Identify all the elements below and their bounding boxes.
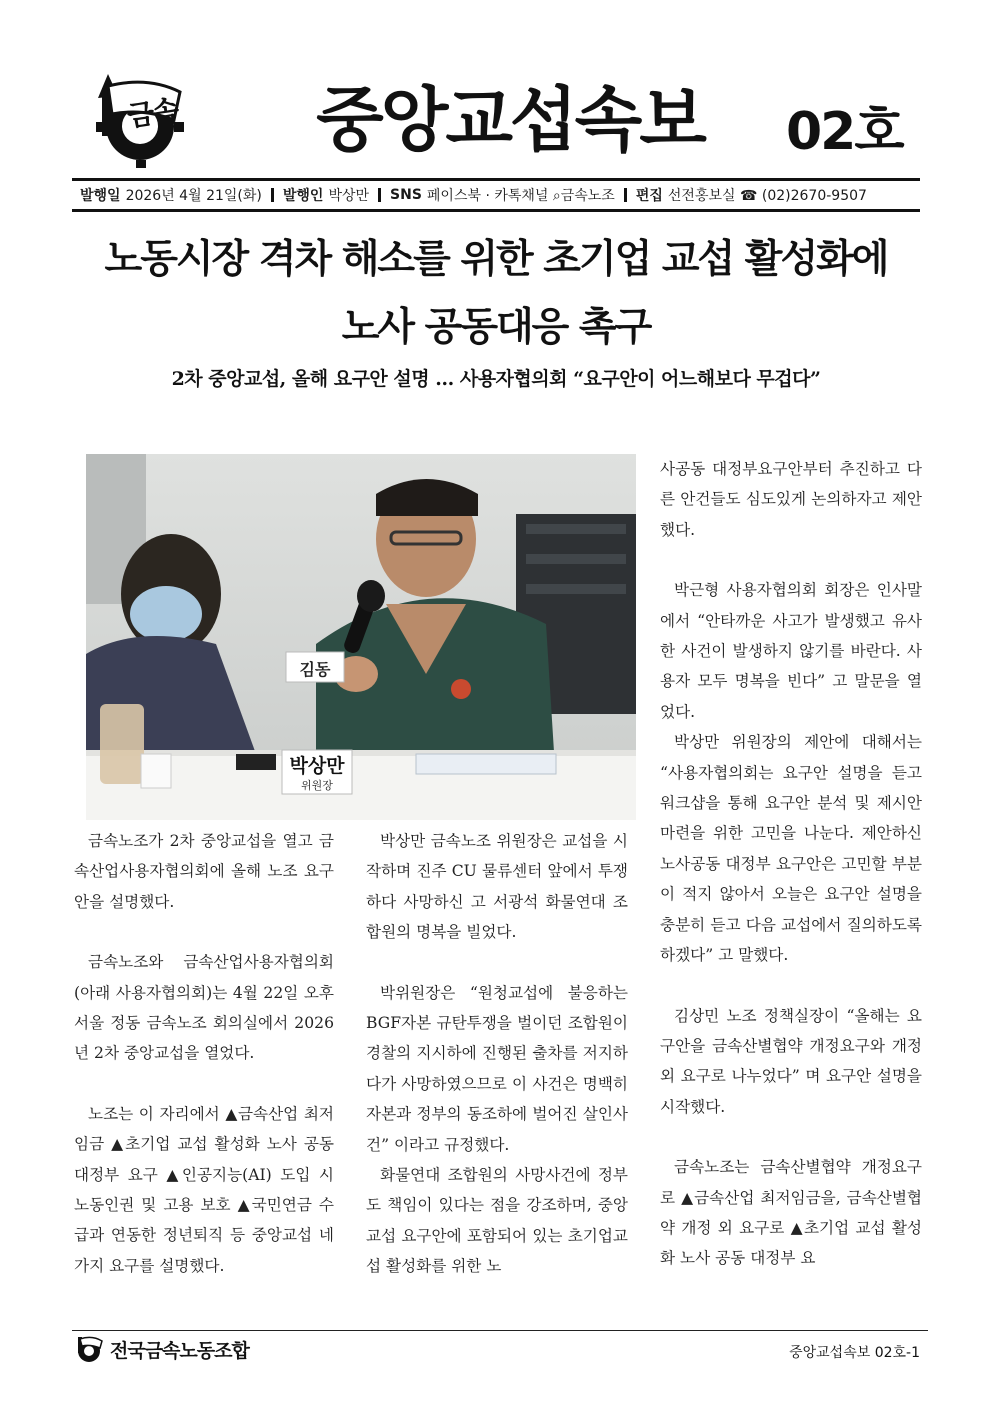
publication-info-bar (72, 178, 920, 212)
divider (378, 188, 381, 202)
editor-label: 편집 (635, 188, 663, 204)
paragraph: 사공동 대정부요구안부터 추진하고 다른 안건들도 심도있게 논의하자고 제안했다. (660, 460, 922, 539)
paragraph: 박상만 위원장의 제안에 대해서는 “사용자협의회는 요구안 설명을 듣고 워크샵을 통해 요구안 분석 및 제시안 마련을 위한 고민을 나눈다. 제안하신 노사공동 대정부 요구안은 고민할 부분이 적지 않아서 오늘은 요구안 설명을 충분히 듣고 다음 교섭에서 질의하도록 하겠다” 고 말했다. (660, 733, 922, 965)
footer-organization: 전국금속노동조합 (110, 1340, 249, 1362)
issue-number: 02호 (786, 102, 903, 162)
paragraph: 금속노조는 금속산별협약 개정요구로 ▲금속산업 최저임금을, 금속산별협약 개정 외 요구로 ▲초기업 교섭 활성화 노사 공동 대정부 요 (660, 1158, 922, 1268)
date-label: 발행일 (80, 188, 121, 204)
footer-logo-icon (74, 1334, 104, 1364)
publisher-label: 발행인 (282, 188, 324, 204)
subheadline: 2차 중앙교섭, 올해 요구안 설명 … 사용자협의회 “요구안이 어느해보다 무겁다” (171, 368, 821, 390)
nameplate-back-text: 김동 (299, 660, 331, 679)
headline-line-2: 노사 공동대응 촉구 (341, 305, 651, 350)
newsletter-title: 중앙교섭속보 (316, 78, 704, 161)
publish-date: 2026년 4월 21일(화) (125, 188, 262, 204)
publisher-name: 박상만 (328, 188, 370, 204)
logo-text: 금속 (125, 93, 180, 134)
meeting-photo (86, 454, 636, 820)
footer-divider (72, 1330, 928, 1331)
paragraph: 김상민 노조 정책실장이 “올해는 요구안을 금속산별협약 개정요구와 개정 외 요구로 나누었다” 며 요구안 설명을 시작했다. (660, 1006, 922, 1116)
article-column-1 (74, 826, 334, 1281)
divider (624, 188, 627, 202)
article-column-2 (366, 826, 628, 1282)
headline-line-1: 노동시장 격차 해소를 위한 초기업 교섭 활성화에 (104, 237, 888, 282)
editor-contact: 선전홍보실 ☎ (02)2670-9507 (667, 188, 867, 204)
nameplate-title: 위원장 (301, 779, 333, 792)
divider (271, 188, 274, 202)
paragraph: 금속노조와 금속산업사용자협의회(아래 사용자협의회)는 4월 22일 오후 서울 정동 금속노조 회의실에서 2026년 2차 중앙교섭을 열었다. (74, 953, 334, 1063)
paragraph: 노조는 이 자리에서 ▲금속산업 최저임금 ▲초기업 교섭 활성화 노사 공동 대정부 요구 ▲인공지능(AI) 도입 시 노동인권 및 고용 보호 ▲국민연금 수급과 연동한 정년퇴직 등 중앙교섭 네가지 요구를 설명했다. (74, 1104, 334, 1275)
paragraph: 박위원장은 “원청교섭에 불응하는 BGF자본 규탄투쟁을 벌이던 조합원이 경찰의 지시하에 진행된 출차를 저지하다가 사망하였으므로 이 사건은 명백히 자본과 정부의 동조하에 벌어진 살인사건” 이라고 규정했다. (366, 983, 628, 1154)
page-number: 중앙교섭속보 02호-1 (789, 1345, 920, 1361)
paragraph: 화물연대 조합원의 사망사건에 정부도 책임이 있다는 점을 강조하며, 중앙교섭 요구안에 포함되어 있는 초기업교섭 활성화를 위한 노 (366, 1166, 628, 1276)
sns-info: 페이스북 · 카톡채널 ⌕금속노조 (426, 188, 615, 204)
paragraph: 박상만 금속노조 위원장은 교섭을 시작하며 진주 CU 물류센터 앞에서 투쟁하다 사망하신 고 서광석 화물연대 조합원의 명복을 빌었다. (366, 832, 628, 942)
sns-label: SNS (390, 187, 422, 203)
article-column-3 (660, 454, 922, 1274)
paragraph: 박근형 사용자협의회 회장은 인사말에서 “안타까운 사고가 발생했고 유사한 사건이 발생하지 않기를 바란다. 사용자 모두 명복을 빈다” 고 말문을 열었다. (660, 581, 922, 721)
paragraph: 금속노조가 2차 중앙교섭을 열고 금속산업사용자협의회에 올해 노조 요구안을 설명했다. (74, 832, 334, 911)
nameplate-name: 박상만 (289, 755, 345, 777)
